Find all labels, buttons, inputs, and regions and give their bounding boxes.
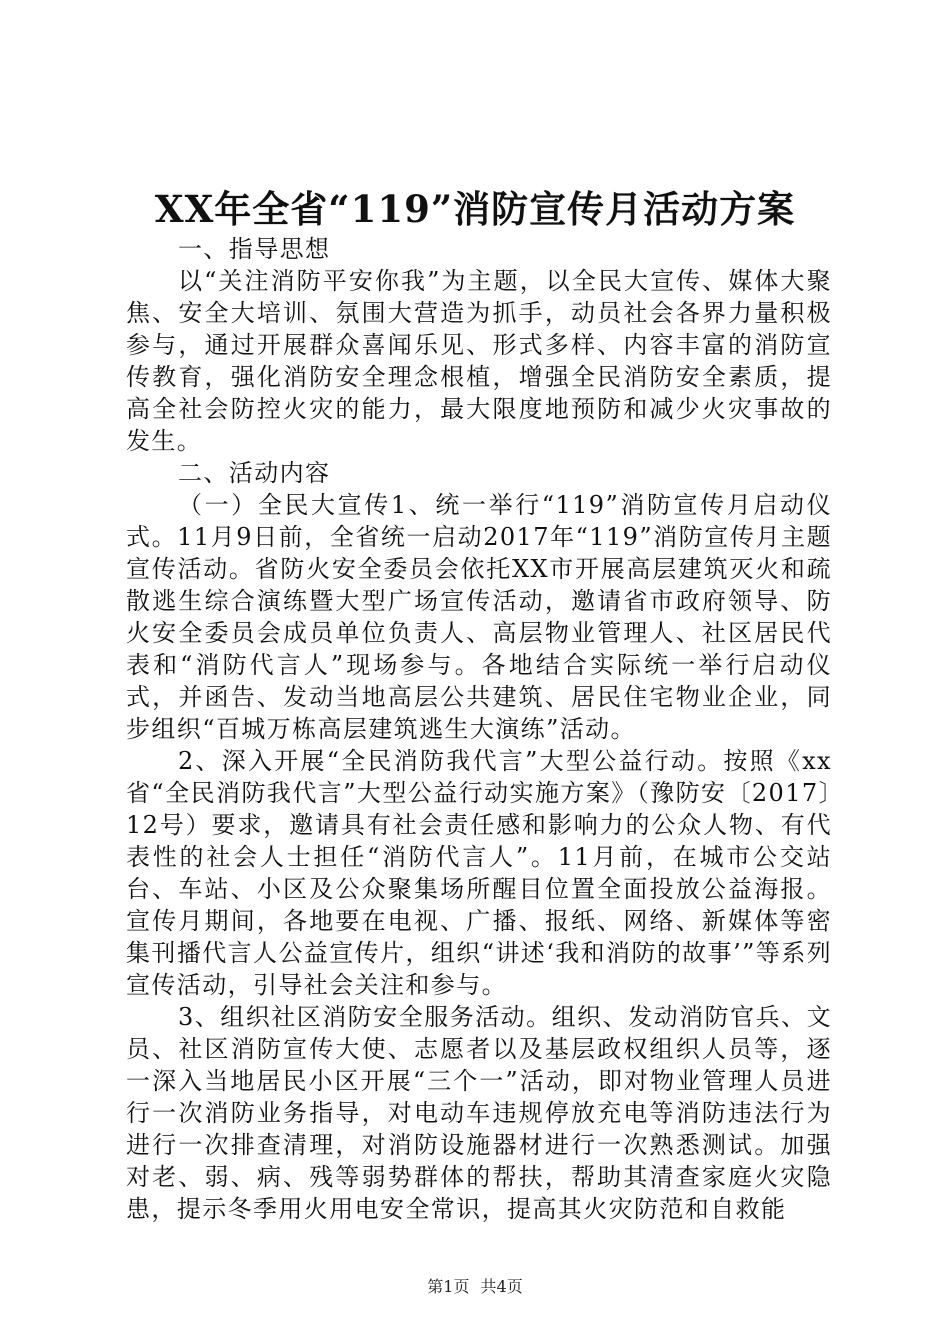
paragraph-community-service: 3、组织社区消防安全服务活动。组织、发动消防官兵、文员、社区消防宣传大使、志愿者以及基层政权组织人员等，逐一深入当地居民小区开展“三个一”活动，即对物业管理人员进行一次消防业务指导，对电动车违规停放充电等消防违法行为进行一次排查清理，对消防设施器材进行一次熟悉测试。加强对老、弱、病、残等弱势群体的帮扶，帮助其清查家庭火灾隐患，提示冬季用火用电安全常识，提高其火灾防范和自救能 <box>126 1003 832 1223</box>
section-heading-guiding-ideology: 一、指导思想 <box>178 235 331 263</box>
document-title: XX年全省“119”消防宣传月活动方案 <box>154 187 796 231</box>
paragraph-public-welfare-action: 2、深入开展“全民消防我代言”大型公益行动。按照《xx省“全民消防我代言”大型公益行动实施方案》（豫防安〔2017〕12号）要求，邀请具有社会责任感和影响力的公众人物、有代表性的社会人士担任“消防代言人”。11月前，在城市公交站台、车站、小区及公众聚集场所醒目位置全面投放公益海报。宣传月期间，各地要在电视、广播、报纸、网络、新媒体等密集刊播代言人公益宣传片，组织“讲述‘我和消防的故事’”等系列宣传活动，引导社会关注和参与。 <box>126 747 832 999</box>
paragraph-guiding-ideology: 以“关注消防平安你我”为主题，以全民大宣传、媒体大聚焦、安全大培训、氛围大营造为抓手，动员社会各界力量积极参与，通过开展群众喜闻乐见、形式多样、内容丰富的消防宣传教育，强化消防安全理念根植，增强全民消防安全素质，提高全社会防控火灾的能力，最大限度地预防和减少火灾事故的发生。 <box>126 267 832 455</box>
section-heading-activity-content: 二、活动内容 <box>178 459 331 487</box>
page-number: 第1页 <box>427 1277 470 1296</box>
paragraph-launch-ceremony: （一）全民大宣传1、统一举行“119”消防宣传月启动仪式。11月9日前，全省统一启动2017年“119”消防宣传月主题宣传活动。省防火安全委员会依托XX市开展高层建筑灭火和疏散逃生综合演练暨大型广场宣传活动，邀请省市政府领导、防火安全委员会成员单位负责人、高层物业管理人、社区居民代表和“消防代言人”现场参与。各地结合实际统一举行启动仪式，并函告、发动当地高层公共建筑、居民住宅物业企业，同步组织“百城万栋高层建筑逃生大演练”活动。 <box>126 491 832 743</box>
page-total: 共4页 <box>480 1277 523 1296</box>
document-body <box>126 233 832 1225</box>
page-footer <box>0 1276 950 1298</box>
